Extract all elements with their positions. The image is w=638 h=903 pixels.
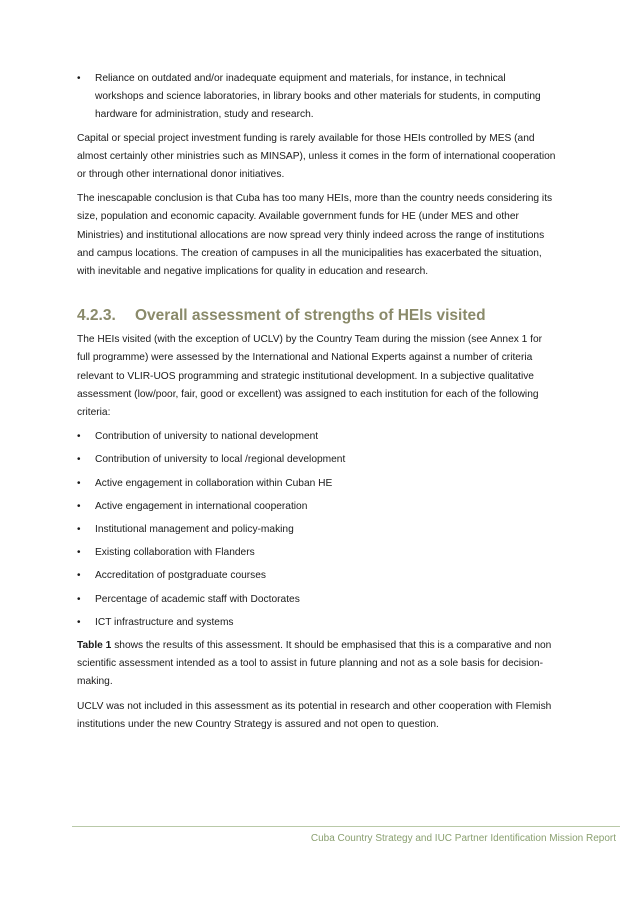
- table-note-text: shows the results of this assessment. It should be emphasised that this is a comparative and non scientific assessment intended as a tool to assist in future planning and not as a sole basis for decision-making.: [77, 640, 552, 688]
- criterion-text: Contribution of university to national development: [95, 431, 319, 443]
- section-intro: The HEIs visited (with the exception of UCLV) by the Country Team during the mission (see Annex 1 for full programme) were assessed by the International and National Experts against a number of criteria relevant to VLIR-UOS programming and strategic institutional development. In a subjective qualitative assessment (low/poor, fair, good or excellent) was assigned to each institution for each of the following criteria:: [77, 334, 543, 419]
- list-item: [77, 498, 557, 516]
- list-item: [77, 521, 557, 539]
- section-number: 4.2.3.: [77, 307, 116, 325]
- bullet-icon: •: [77, 454, 81, 466]
- criterion-text: Active engagement in international cooperation: [95, 500, 308, 512]
- section-heading: [77, 305, 557, 327]
- paragraph-conclusion: The inescapable conclusion is that Cuba has too many HEIs, more than the country needs considering its size, population and economic capacity. Available government funds for HE (under MES and other Ministries) and institutional allocations are now spread very thinly indeed across the range of institutions and campus locations. The creation of campuses in all the municipalities has exacerbated the situation, with inevitable and negative implications for quality in education and research.: [77, 193, 553, 278]
- criterion-text: Contribution of university to local /regional development: [95, 454, 346, 466]
- list-item: [77, 475, 557, 493]
- criterion-text: Existing collaboration with Flanders: [95, 547, 255, 559]
- paragraph-funding: Capital or special project investment funding is rarely available for those HEIs controlled by MES (and almost certainly other ministries such as MINSAP), unless it comes in the form of international cooperation or through other international donor initiatives.: [77, 132, 556, 181]
- bullet-text: Reliance on outdated and/or inadequate equipment and materials, for instance, in technical workshops and science laboratories, in library books and other materials for students, in computing hardware for administration, study and research.: [95, 73, 541, 121]
- bullet-icon: •: [77, 477, 81, 489]
- list-item: [77, 70, 557, 125]
- list-item: [77, 544, 557, 562]
- footer-text: Cuba Country Strategy and IUC Partner Identification Mission Report: [310, 833, 616, 844]
- bullet-icon: •: [77, 500, 81, 512]
- closing-paragraph: UCLV was not included in this assessment as its potential in research and other cooperation with Flemish institutions under the new Country Strategy is assured and not open to question.: [77, 700, 552, 730]
- bullet-icon: •: [77, 431, 81, 443]
- bullet-icon: •: [77, 73, 81, 84]
- table-reference: Table 1: [77, 640, 112, 652]
- table-note-paragraph: [77, 637, 557, 692]
- criterion-text: ICT infrastructure and systems: [95, 616, 234, 628]
- bullet-icon: •: [77, 547, 81, 559]
- list-item: [77, 591, 557, 609]
- bullet-icon: •: [77, 616, 81, 628]
- section-title: Overall assessment of strengths of HEIs visited: [135, 307, 486, 325]
- criterion-text: Accreditation of postgraduate courses: [95, 570, 267, 582]
- criterion-text: Active engagement in collaboration within Cuban HE: [95, 477, 333, 489]
- bullet-icon: •: [77, 593, 81, 605]
- list-item: [77, 451, 557, 469]
- criterion-text: Percentage of academic staff with Doctorates: [95, 593, 300, 605]
- page-content: [77, 70, 557, 740]
- footer-divider: [72, 826, 620, 827]
- list-item: [77, 614, 557, 632]
- list-item: [77, 567, 557, 585]
- bullet-icon: •: [77, 524, 81, 536]
- criterion-text: Institutional management and policy-making: [95, 524, 294, 536]
- bullet-icon: •: [77, 570, 81, 582]
- list-item: [77, 428, 557, 446]
